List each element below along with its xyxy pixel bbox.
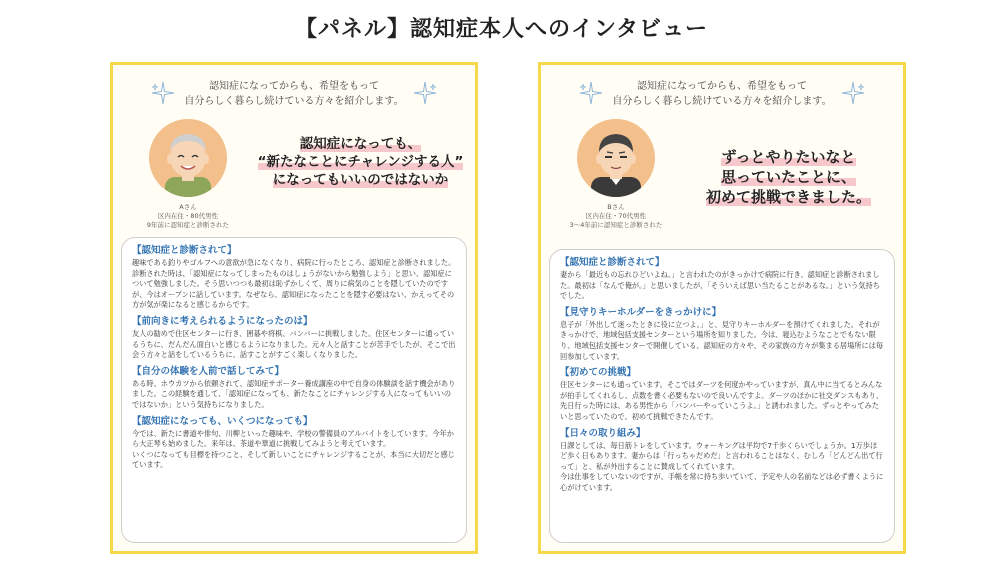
- section: 【認知症と診断されて】 妻から「最近もの忘れひどいよね。」と言われたのがきっかけで病院に行き、認知症と診断されました。最初は「なんで俺が。」と思いましたが、「そういえば思い当たることがあるな。」という気持ちでした。: [560, 257, 880, 301]
- interview-content: [549, 249, 895, 543]
- section: 【日々の取り組み】 日課としては、毎日筋トレをしています。ウォーキングは平均で7千歩くらいでしょうか。1万歩ほど歩く日もあります。妻からは「行っちゃだめだ」と言われることはなく、むしろ「どんどん出て行って」と、私が外出することに賛成してくれています。 今は仕事をしていないのですが、手帳を常に持ち歩いていて、予定や人の名前などは必ず書くように心がけています。: [560, 427, 884, 492]
- portrait-b-icon: [577, 119, 655, 197]
- person-label: Aさん 区内在住・80代男性 9年前に認知症と診断された: [146, 203, 230, 229]
- portrait-a-icon: [149, 119, 227, 197]
- interview-panel-b: [538, 62, 906, 554]
- section: 【初めての挑戦】 住区センターにも通っています。そこではダーツを何度かやっていますが、真ん中に当てるとみんなが拍手してくれるし、点数を書く必要もないので良いんですよ。ダーツのほかに社交ダンスもあり、先日行った時には、ある男性から「バンバーやっていこうよ。」と誘われました。ずっとやってみたいと思っていたので、初めて挑戦できたんです。: [560, 367, 884, 421]
- interview-panel-a: [110, 62, 478, 554]
- section: 【自分の体験を人前で話してみて】 ある時、ホウカツから依頼されて、認知症サポーター養成講座の中で自身の体験談を話す機会がありました。この経験を通して、「認知症になっても、新たなことにチャレンジする人になってもいいのではないか」という気持ちになりました。: [132, 365, 456, 409]
- page-title: 【パネル】認知症本人へのインタビュー: [294, 17, 709, 42]
- person-label: Bさん 区内在住・70代男性 3～4年前に認知症と診断された: [569, 203, 663, 229]
- headline-quote: ずっとやりたいなと 思っていたことに、 初めて挑戦できました。: [705, 148, 871, 206]
- intro-text: 認知症になってからも、希望をもって 自分らしく暮らし続けている方々を紹介します。: [184, 81, 404, 107]
- intro-text: 認知症になってからも、希望をもって 自分らしく暮らし続けている方々を紹介します。: [612, 81, 832, 107]
- interview-content: [121, 237, 467, 543]
- section: 【前向きに考えられるようになったのは】 友人の勧めで住区センターに行き、囲碁や将棋、バンバーに挑戦しました。住区センターに通っているうちに、だんだん面白いと感じるようになりました。元々人と話すことが苦手でしたが、そこで出会う方々と話をしているうちに、話すことがすごく楽しくなりました。: [132, 315, 456, 360]
- headline-quote: 認知症になっても、 “新たなことにチャレンジする人” になってもいいのではないか: [257, 136, 464, 188]
- section: 【認知症と診断されて】 趣味である釣りやゴルフへの意欲が急になくなり、病院に行ったところ、認知症と診断されました。診断された時は、「認知症になってしまったものはしょうがないから勉強しよう」と思い、認知症について勉強しました。そう思いつつも最初は恥ずかしくて、周りに病気のことを隠していたのですが、今はオープンに話しています。なぜなら、認知症になったことを隠す必要はない、かえってその方が気が楽になると感じるからです。: [132, 245, 456, 310]
- section: 【見守りキーホルダーをきっかけに】 息子が「外出して迷ったときに役に立つよ。」と、見守りキーホルダーを預けてくれました。それがきっかけで、地域包括支援センターという場所を知りました。今は、寝込むようなことでもない限り、地域包括支援センターで開催している、認知症の方々や、その家族の方々が集まる居場所には毎回参加しています。: [560, 306, 884, 361]
- section: 【認知症になっても、いくつになっても】 今では、新たに書道や俳句、川柳といった趣味や、学校の警備員のアルバイトをしています。今年から大正琴も始めました。来年は、茶道や華道に挑戦してみようと考えています。 いくつになっても目標を持つこと、そして新しいことにチャレンジすることが、本当に大切だと感じています。: [132, 415, 455, 470]
